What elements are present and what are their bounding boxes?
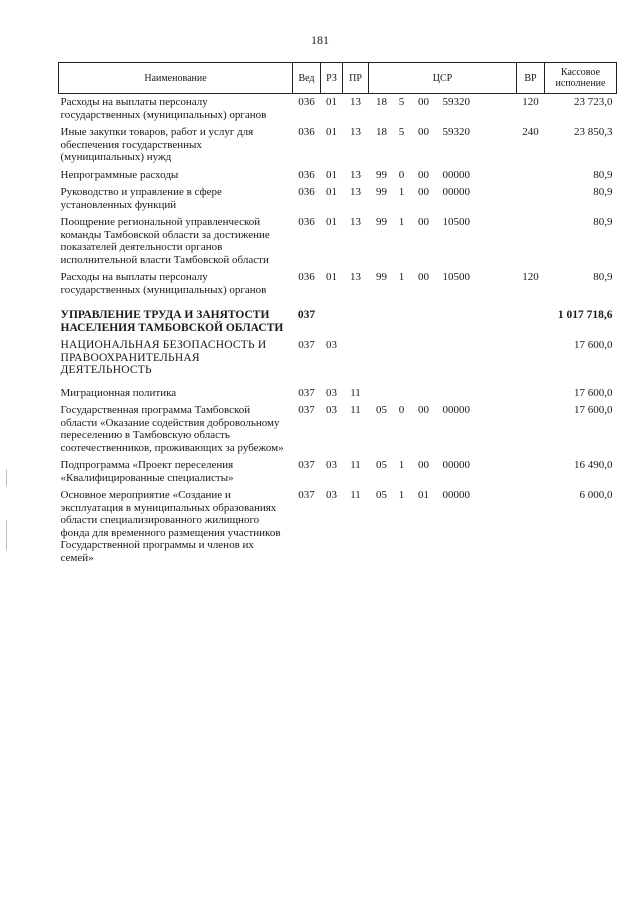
row-csr	[369, 337, 517, 385]
row-rz	[321, 299, 343, 337]
csr-part: 99	[376, 216, 387, 228]
csr-part: 5	[398, 96, 405, 108]
row-csr	[369, 299, 517, 337]
row-vr	[517, 402, 545, 457]
row-vr: 240	[522, 126, 539, 138]
row-name: НАЦИОНАЛЬНАЯ БЕЗОПАСНОСТЬ И ПРАВООХРАНИТЕЛЬНАЯ ДЕЯТЕЛЬНОСТЬ	[60, 339, 267, 376]
csr-part: 00	[418, 459, 429, 471]
row-pr: 13	[350, 271, 361, 283]
csr-part: 00	[418, 96, 429, 108]
row-csr	[369, 487, 517, 567]
row-vr	[517, 167, 545, 185]
row-pr	[343, 299, 369, 337]
csr-part: 99	[376, 271, 387, 283]
csr-part: 00	[418, 126, 429, 138]
row-rz: 01	[326, 96, 337, 108]
row-ved: 037	[298, 459, 315, 471]
table-row	[59, 487, 617, 567]
row-vr	[517, 457, 545, 487]
row-ved: 036	[298, 271, 315, 283]
row-amount: 17 600,0	[574, 386, 613, 399]
header-vr: ВР	[517, 63, 545, 94]
row-pr: 11	[350, 489, 361, 501]
row-pr: 11	[350, 404, 361, 416]
row-amount: 17 600,0	[574, 404, 613, 416]
table-body	[59, 94, 617, 568]
row-vr	[517, 214, 545, 269]
csr-part: 99	[376, 186, 387, 198]
csr-part: 00000	[442, 404, 470, 416]
row-vr	[517, 299, 545, 337]
row-amount: 23 850,3	[574, 126, 613, 138]
csr-part: 18	[376, 96, 387, 108]
row-pr: 13	[350, 126, 361, 138]
row-rz: 01	[326, 168, 337, 181]
header-ved: Вед	[293, 63, 321, 94]
row-pr: 11	[350, 459, 361, 471]
row-rz: 01	[326, 186, 337, 198]
row-name: Расходы на выплаты персоналу государственных (муниципальных) органов	[60, 271, 267, 296]
row-pr: 13	[350, 96, 361, 108]
row-ved: 037	[298, 386, 315, 399]
csr-part: 10500	[442, 216, 470, 228]
table-row	[59, 167, 617, 185]
csr-part: 05	[376, 404, 387, 416]
table-row	[59, 214, 617, 269]
row-pr	[343, 337, 369, 385]
row-csr	[369, 402, 517, 457]
table-row	[59, 94, 617, 125]
row-pr: 13	[350, 186, 361, 198]
csr-part: 05	[376, 489, 387, 501]
csr-part: 00	[418, 186, 429, 198]
row-vr: 120	[522, 96, 539, 108]
row-csr	[369, 214, 517, 269]
table-row	[59, 402, 617, 457]
row-rz: 03	[326, 404, 337, 416]
csr-part: 1	[398, 186, 405, 198]
row-vr: 120	[522, 271, 539, 283]
row-csr	[369, 385, 517, 403]
csr-part: 0	[398, 168, 405, 181]
table-header-row	[59, 63, 617, 94]
csr-part: 18	[376, 126, 387, 138]
row-rz: 03	[326, 459, 337, 471]
row-name: Расходы на выплаты персоналу государственных (муниципальных) органов	[60, 96, 267, 121]
row-csr	[369, 124, 517, 167]
row-ved: 037	[298, 404, 315, 416]
row-ved: 036	[298, 126, 315, 138]
row-amount: 16 490,0	[574, 459, 613, 471]
row-amount: 23 723,0	[574, 96, 613, 108]
row-amount: 80,9	[593, 216, 613, 228]
csr-part: 00	[418, 404, 429, 416]
csr-part: 00000	[442, 489, 470, 501]
header-amount: Кассовое исполнение	[545, 63, 617, 94]
row-vr	[517, 337, 545, 385]
csr-part: 0	[398, 404, 405, 416]
row-amount: 80,9	[593, 271, 613, 283]
row-csr	[369, 457, 517, 487]
row-name: Подпрограмма «Проект переселения «Квалифицированные специалисты»	[60, 459, 234, 484]
csr-part: 00000	[442, 186, 470, 198]
row-ved: 036	[298, 186, 315, 198]
page-number: 181	[311, 33, 329, 47]
row-vr	[517, 487, 545, 567]
header-name: Наименование	[59, 63, 293, 94]
row-rz: 03	[326, 386, 337, 399]
csr-part: 59320	[442, 96, 470, 108]
row-amount: 1 017 718,6	[557, 309, 613, 321]
table-row	[59, 457, 617, 487]
margin-mark	[6, 520, 7, 550]
row-ved: 036	[298, 216, 315, 228]
row-name: Непрограммные расходы	[60, 168, 179, 181]
table-row	[59, 299, 617, 337]
row-ved: 036	[298, 168, 315, 181]
csr-part: 00000	[442, 459, 470, 471]
csr-part: 00000	[442, 168, 470, 181]
row-name: Поощрение региональной управленческой команды Тамбовской области за достижение показателей деятельности органов исполнительной власти Тамбовской области	[60, 216, 270, 266]
csr-part: 5	[398, 126, 405, 138]
row-csr	[369, 184, 517, 214]
header-rz: РЗ	[321, 63, 343, 94]
row-csr	[369, 167, 517, 185]
table-row	[59, 184, 617, 214]
csr-part: 99	[376, 168, 387, 181]
table-row	[59, 124, 617, 167]
row-name: Государственная программа Тамбовской области «Оказание содействия добровольному переселению в Тамбовскую область соотечественников, проживающих за рубежом»	[60, 404, 284, 454]
margin-mark	[6, 470, 7, 486]
row-name: Руководство и управление в сфере установленных функций	[60, 186, 222, 211]
row-ved: 037	[298, 339, 315, 351]
row-name: Основное мероприятие «Создание и эксплуатация в муниципальных образованиях области специализированного жилищного фонда для временного размещения участников Государственной программы и членов их семей»	[60, 489, 281, 564]
row-name: УПРАВЛЕНИЕ ТРУДА И ЗАНЯТОСТИ НАСЕЛЕНИЯ ТАМБОВСКОЙ ОБЛАСТИ	[60, 309, 284, 334]
row-vr	[517, 385, 545, 403]
header-pr: ПР	[343, 63, 369, 94]
row-rz: 01	[326, 216, 337, 228]
row-rz: 01	[326, 271, 337, 283]
csr-part: 00	[418, 168, 429, 181]
table-row	[59, 385, 617, 403]
row-ved: 036	[298, 96, 315, 108]
row-amount: 80,9	[593, 168, 613, 181]
csr-part: 10500	[442, 271, 470, 283]
row-amount: 6 000,0	[579, 489, 613, 501]
row-pr: 13	[350, 168, 361, 181]
row-rz: 01	[326, 126, 337, 138]
row-csr	[369, 94, 517, 125]
row-csr	[369, 269, 517, 299]
csr-part: 1	[398, 216, 405, 228]
row-vr	[517, 184, 545, 214]
row-pr: 11	[350, 386, 361, 399]
csr-part: 01	[418, 489, 429, 501]
csr-part: 00	[418, 216, 429, 228]
row-rz: 03	[326, 339, 337, 351]
csr-part: 00	[418, 271, 429, 283]
header-csr: ЦСР	[369, 63, 517, 94]
csr-part: 1	[398, 459, 405, 471]
budget-table	[58, 62, 617, 567]
csr-part: 59320	[442, 126, 470, 138]
row-ved: 037	[297, 309, 316, 321]
row-rz: 03	[326, 489, 337, 501]
csr-part: 05	[376, 459, 387, 471]
row-pr: 13	[350, 216, 361, 228]
row-name: Иные закупки товаров, работ и услуг для обеспечения государственных (муниципальных) нужд	[60, 126, 254, 163]
csr-part: 1	[398, 271, 405, 283]
row-name: Миграционная политика	[60, 386, 177, 399]
csr-part: 1	[398, 489, 405, 501]
row-ved: 037	[298, 489, 315, 501]
table-row	[59, 269, 617, 299]
row-amount: 17 600,0	[574, 339, 613, 351]
table-row	[59, 337, 617, 385]
row-amount: 80,9	[593, 186, 613, 198]
